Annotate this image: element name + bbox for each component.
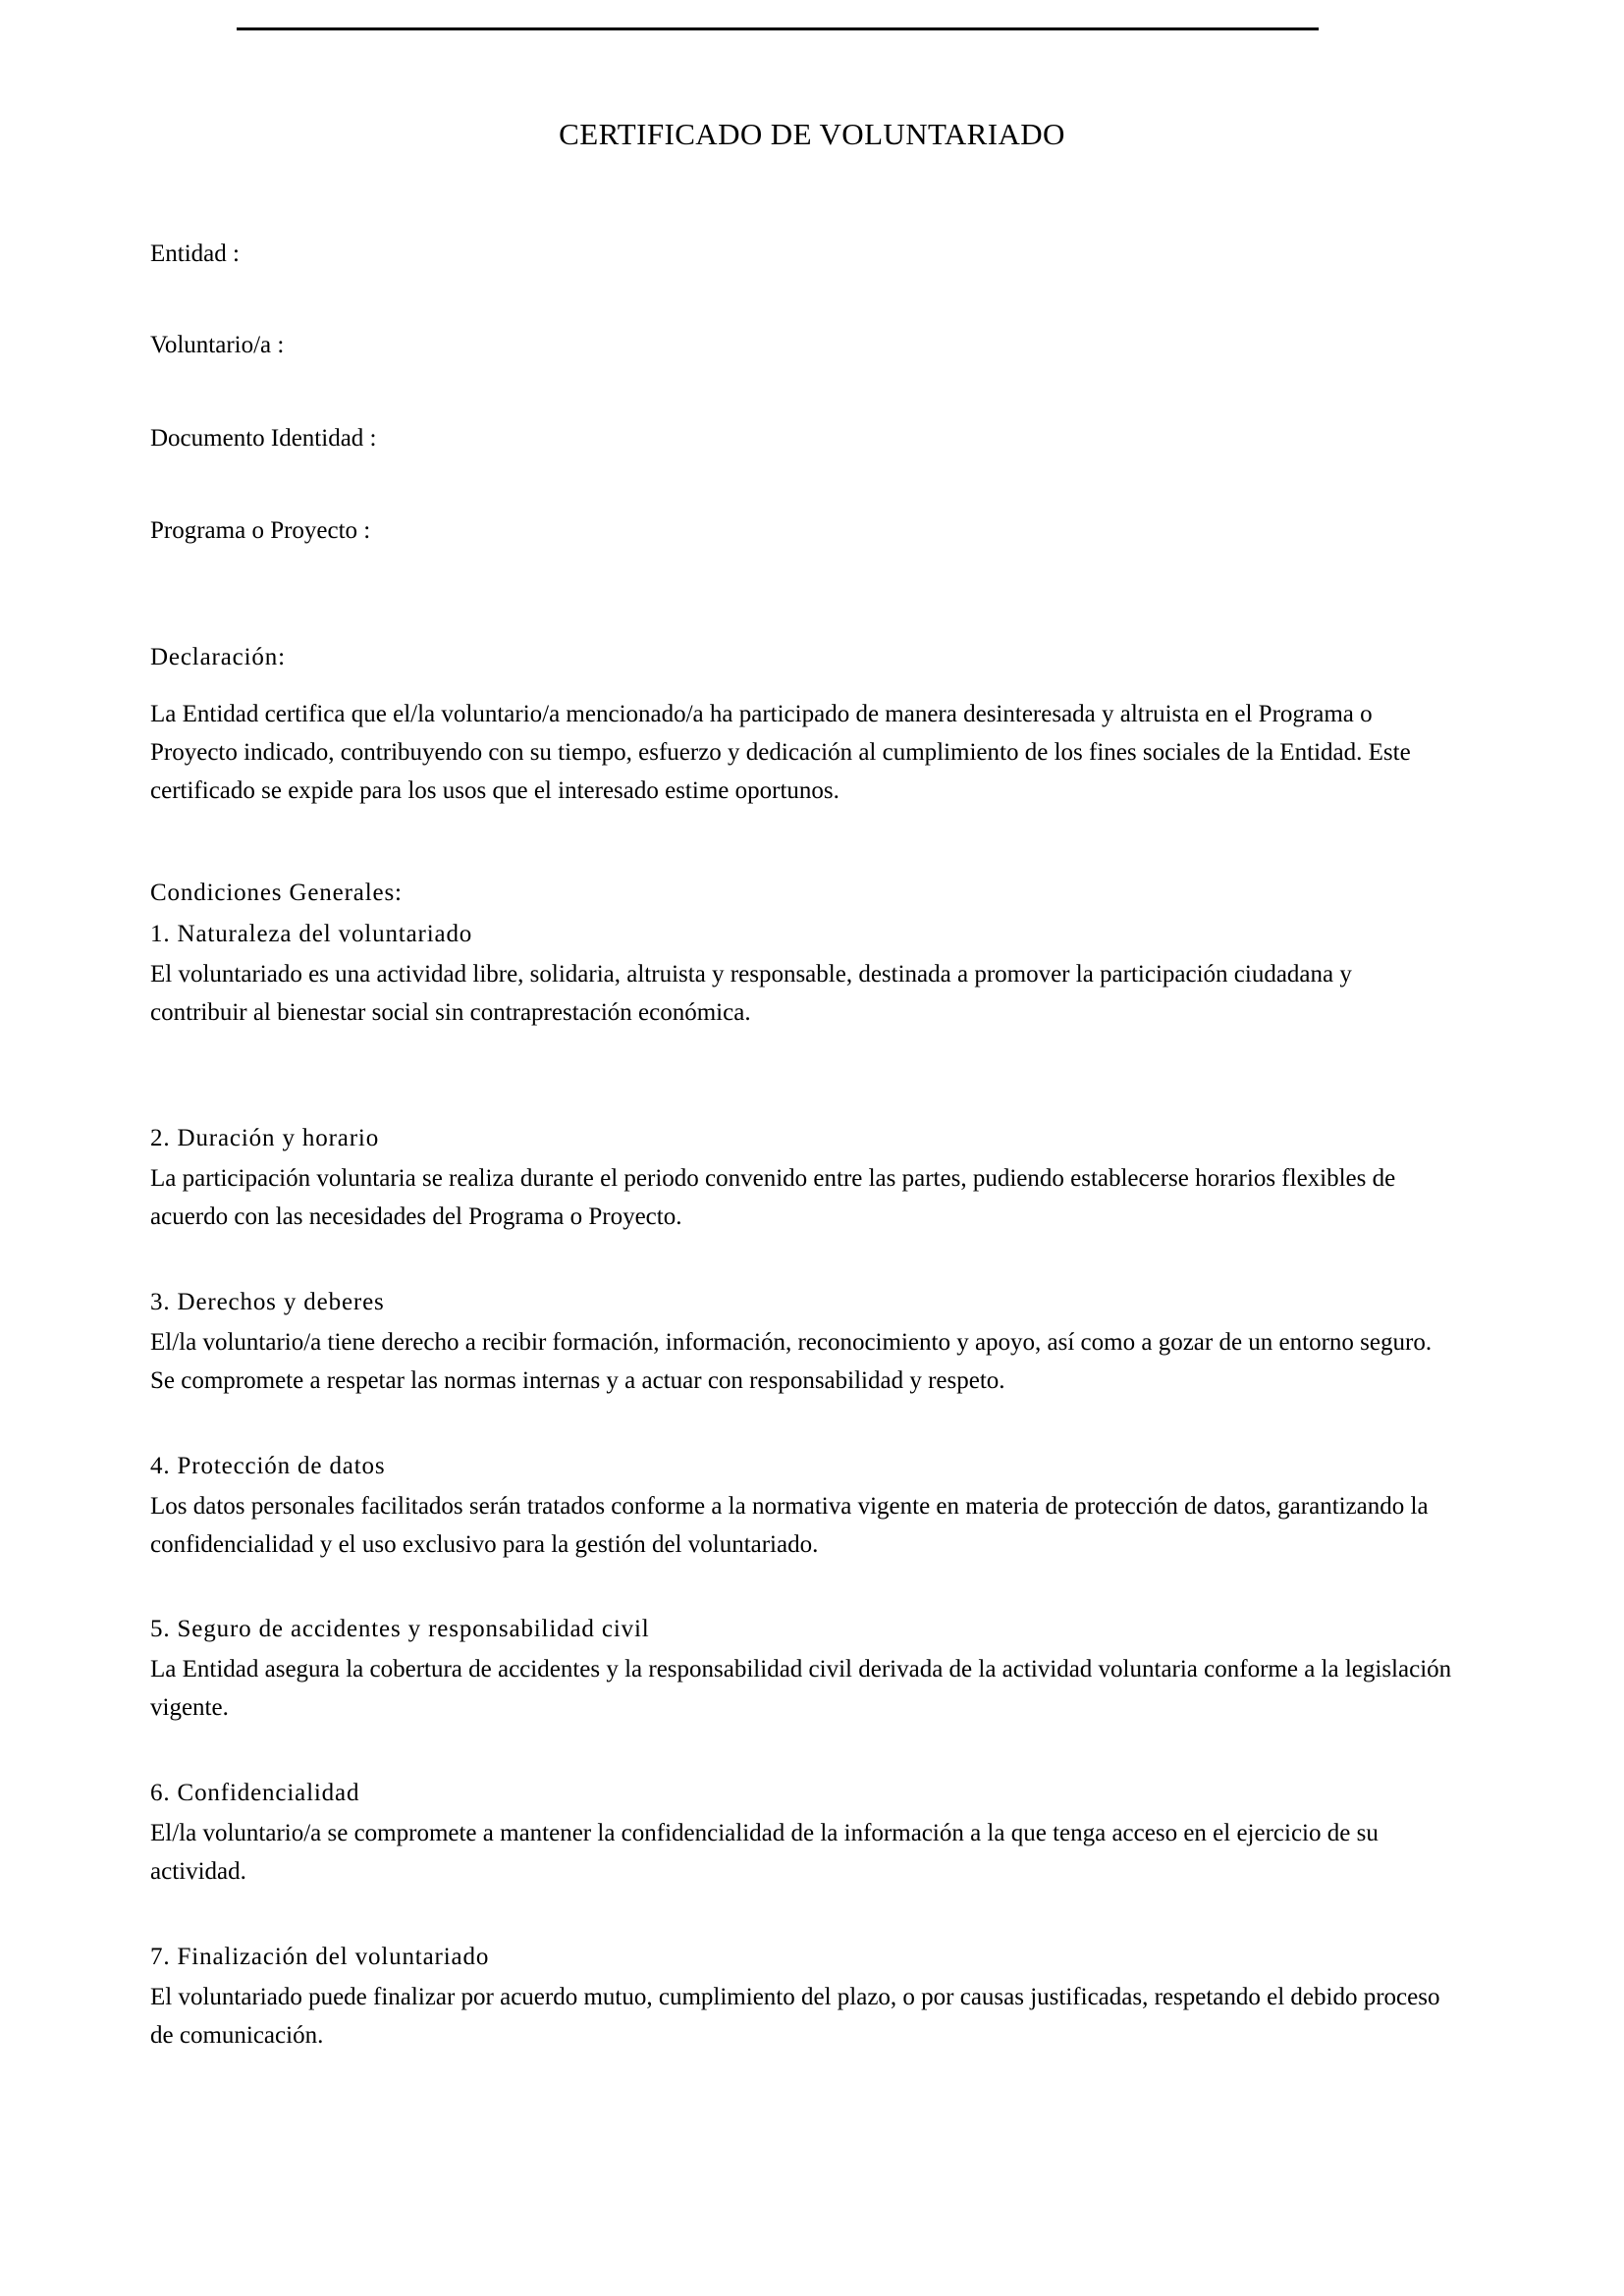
form-field-programa-proyecto-input-rule[interactable] — [427, 27, 1319, 30]
condition-item-title: 5. Seguro de accidentes y responsabilidad civil — [150, 1616, 650, 1642]
condition-item-body: El voluntariado es una actividad libre, solidaria, altruista y responsable, destinada a promover la participación ciudadana y contribuir al bienestar social sin contraprestación económica. — [150, 961, 1352, 1026]
form-field-label: Entidad : — [150, 240, 240, 267]
form-field-label: Documento Identidad : — [150, 425, 377, 452]
conditions-heading: Condiciones Generales: — [150, 880, 403, 906]
condition-item-title: 2. Duración y horario — [150, 1125, 380, 1151]
condition-item-body: El/la voluntario/a se compromete a mantener la confidencialidad de la información a la que tenga acceso en el ejercicio de su actividad. — [150, 1820, 1379, 1885]
form-field-label: Programa o Proyecto : — [150, 517, 371, 544]
condition-item-title: 3. Derechos y deberes — [150, 1289, 385, 1315]
condition-item-body: El voluntariado puede finalizar por acuerdo mutuo, cumplimiento del plazo, o por causas justificadas, respetando el debido proceso de comunicación. — [150, 1984, 1440, 2049]
condition-item-body: El/la voluntario/a tiene derecho a recibir formación, información, reconocimiento y apoyo, así como a gozar de un entorno seguro. Se compromete a respetar las normas internas y a actuar con responsabilidad y respeto. — [150, 1329, 1433, 1394]
condition-item-title: 1. Naturaleza del voluntariado — [150, 921, 473, 947]
form-field-label: Voluntario/a : — [150, 332, 285, 358]
condition-item-body: Los datos personales facilitados serán tratados conforme a la normativa vigente en materia de protección de datos, garantizando la confidencialidad y el uso exclusivo para la gestión del voluntariado. — [150, 1493, 1429, 1558]
condition-item-title: 6. Confidencialidad — [150, 1780, 360, 1806]
page-title: CERTIFICADO DE VOLUNTARIADO — [559, 117, 1065, 151]
declaration-heading: Declaración: — [150, 644, 286, 670]
condition-item-body: La Entidad asegura la cobertura de accidentes y la responsabilidad civil derivada de la actividad voluntaria conforme a la legislación vigente. — [150, 1656, 1452, 1721]
condition-item-body: La participación voluntaria se realiza durante el periodo convenido entre las partes, pudiendo establecerse horarios flexibles de acuerdo con las necesidades del Programa o Proyecto. — [150, 1165, 1396, 1230]
declaration-body: La Entidad certifica que el/la voluntario/a mencionado/a ha participado de manera desinteresada y altruista en el Programa o Proyecto indicado, contribuyendo con su tiempo, esfuerzo y dedicación al cumplimiento de los fines sociales de la Entidad. Este certificado se expide para los usos que el interesado estime oportunos. — [150, 701, 1411, 804]
condition-item-title: 4. Protección de datos — [150, 1453, 386, 1479]
condition-item-title: 7. Finalización del voluntariado — [150, 1944, 490, 1970]
